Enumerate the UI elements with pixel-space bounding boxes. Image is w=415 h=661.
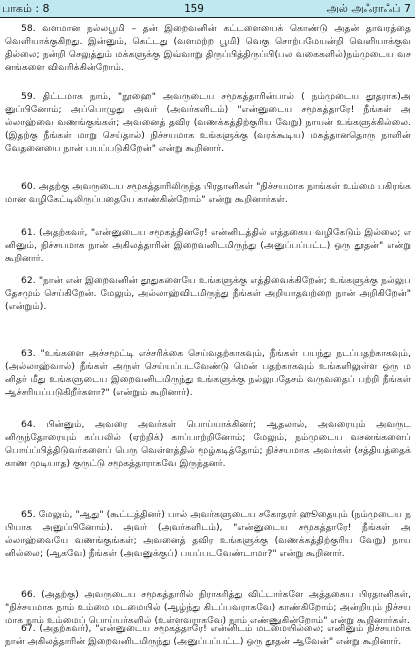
page-number: 159	[184, 2, 204, 15]
verse-63: 63. "உங்களை அச்சமூட்டி எச்சரிக்கை செய்வதற்காகவும், நீங்கள் பயந்து நடப்பதற்காகவும், (அல்லாஹ்வால்) நீங்கள் அருள் செய்யப்படவேண்டு மென் பதற்காகவும் உங்களிலுள்ள ஒரு மனிதர் மீது உங்களுடைய இறைவனிடமிருந்து உங்களுக்கு நல்லுபதேசம் வருவதைப் பற்றி நீங்கள் ஆச்சரியப்படுகிறீர்களா?" (என்றும் கூறினார்).	[5, 348, 411, 398]
verse-61: 61. (அதற்கவர், "என்னுடைய சமூகத்தினரே! என்னிடத்தில் எத்தகைய வழிகேடும் இல்லை; எனினும், நிச்சயமாக நான் அகிலத்தாரின் இறைவனிடமிருந்து (அனுப்பப்பட்ட) ஒரு தூதன்" என்று கூறினார்.	[5, 227, 411, 264]
verse-59: 59. திட்டமாக நாம், "நூஹை" அவருடைய சமூகத்தாரின்பால் ( நம்முடைய தூதராக)அனுப்பினோம்; அப்பொழுது அவர் (அவர்களிடம்) "என்னுடைய சமூகத்தாரே! நீங்கள் அல்லாஹ்வை வணங்குங்கள்; அவனைத் தவிர (வணக்கத்திற்குரிய வேறு) நாயன் உங்களுக்கில்லை. (இதற்கு நீங்கள் மாறு செய்தால்) நிச்சயமாக உங்களுக்கு (வரக்கூடிய) மகத்தானதொரு நாளின் வேதனையை நான் பயப்படுகிறேன்" என்று கூறினார்.	[5, 91, 411, 154]
verse-66: 66. (அதற்கு) அவருடைய சமூகத்தாரில் நிராகரித்து விட்டார்களே அத்தகைய பிரதானிகள், "நிச்சயமாக நாம் உம்மை மடமையில் (ஆழ்ந்து கிடப்பவராகவே) காண்கிறோம்; அன்றியும் நிச்சயமாக நாம் உம்மைப் பொய்யர்களில் (உள்ளவராகவே) நாம் எண்ணுகின்றோம்" என்று கூறினார்கள்.	[5, 589, 411, 626]
verse-64: 64. பின்னும், அவரை அவர்கள் பொய்யாக்கினர்; ஆதலால், அவரையும் அவருடனிருந்தோரையும் கப்பலில் (ஏற்றிக்) காப்பாற்றினோம்; மேலும், நம்முடைய வசனங்களைப் பொய்ப்பித்திடுவர்களைப் பெரு வெள்ளத்தில் மூழ்கடித்தோம்; நிச்சயமாக அவர்கள் (சத்தியத்தைக் காண முடியாத) குருட்டு சமூகத்தாராகவே இருந்தனர்.	[5, 419, 411, 469]
verse-60: 60. அதற்கு அவருடைய சமூகத்தாரிலிருந்த பிரதானிகள் "நிச்சயமாக நாங்கள் உம்மை பகிரங்கமான வழிகேட்டிலிருப்பதையே காண்கின்றோம்" என்று கூறினார்கள்.	[5, 181, 411, 205]
verse-67: 67. (அதற்கவர்), "என்னுடைய சமூகத்தாரே! என்னிடம் மடமையில்லை; எனினும் நிச்சயமாக நான் அகிலத்தாரின் இறைவனிடமிருந்து (அனுப்பப்பட்ட) ஒரு தூதன் ஆவேன்" என்று கூறினார்.	[5, 623, 411, 647]
surah-title: அல் அஃராஃப் 7	[326, 2, 411, 15]
part-number: பாகம் : 8	[2, 2, 50, 15]
verse-58: 58. வளமான நல்லபூமி – தன் இறைவனின் கட்டளையைக் கொண்டு அதன் தாவரத்தை வெளியாக்குகிறது. இன்னும், கெட்டது (வளமற்ற பூமி) வெகு சொற்பமேயன்றி வெளியாக்குவதில்லை; நன்றி செலுத்தும் மக்களுக்கு இவ்வாறு திருப்பித்திருப்பி(பல வகைகளில்)நம்முடைய வசனங்களை விவரிக்கின்றோம்.	[5, 23, 411, 73]
verse-62: 62. "நான் என் இறைவனின் தூதுகளையே உங்களுக்கு எத்திவைக்கிறேன்; உங்களுக்கு நல்லுபதேசமும் செய்கிறேன். மேலும், அல்லாஹ்விடமிருந்து நீங்கள் அறியாதவற்றை நான் அறிகிறேன்" (என்றும்).	[5, 275, 411, 312]
verse-65: 65. மேலும், "ஆது" (கூட்டத்தினர்) பால் அவர்களுடைய சகோதரர் ஹூதையும் (நம்முடைய நபியாக அனுப்பினோம்). அவர் (அவர்களிடம்), "என்னுடைய சமூகத்தாரே! நீங்கள் அல்லாஹ்வையே வணங்குங்கள்; அவனைத் தவிர உங்களுக்கு (வணக்கத்திற்குரிய வேறு) நாயனில்லை; (ஆகவே) நீங்கள் (அவனுக்குப்) பயப்படவேண்டாமா?" என்று கூறினார்.	[5, 509, 411, 559]
page-header	[0, 0, 415, 18]
